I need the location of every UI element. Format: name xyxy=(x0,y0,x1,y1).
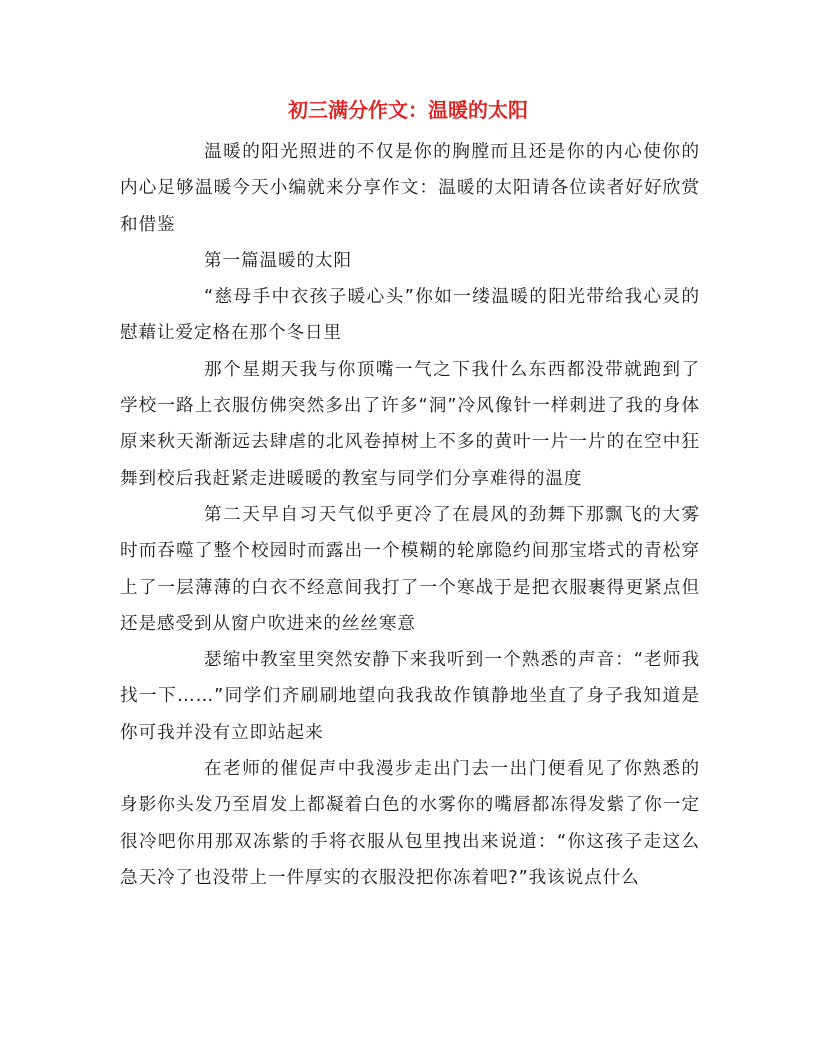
document-body xyxy=(120,134,700,896)
page-title: 初三满分作文：温暖的太阳 xyxy=(288,98,528,122)
paragraph-sunday: 那个星期天我与你顶嘴一气之下我什么东西都没带就跑到了学校一路上衣服仿佛突然多出了许多“洞”冷风像针一样刺进了我的身体原来秋天渐渐远去肆虐的北风卷掉树上不多的黄叶一片一片的在空中狂舞到校后我赶紧走进暖暖的教室与同学们分享难得的温度 xyxy=(120,359,700,489)
paragraph-classroom: 瑟缩中教室里突然安静下来我听到一个熟悉的声音：“老师我找一下……”同学们齐刷刷地望向我我故作镇静地坐直了身子我知道是你可我并没有立即站起来 xyxy=(120,650,700,743)
paragraph-intro: 温暖的阳光照进的不仅是你的胸膛而且还是你的内心使你的内心足够温暖今天小编就来分享作文：温暖的太阳请各位读者好好欣赏和借鉴 xyxy=(120,142,700,235)
paragraph-next-morning: 第二天早自习天气似乎更冷了在晨风的劲舞下那飘飞的大雾时而吞噬了整个校园时而露出一个模糊的轮廓隐约间那宝塔式的青松穿上了一层薄薄的白衣不经意间我打了一个寒战于是把衣服裹得更紧点但还是感受到从窗户吹进来的丝丝寒意 xyxy=(120,504,700,634)
paragraph-meeting: 在老师的催促声中我漫步走出门去一出门便看见了你熟悉的身影你头发乃至眉发上都凝着白色的水雾你的嘴唇都冻得发紫了你一定很冷吧你用那双冻紫的手将衣服从包里拽出来说道：“你这孩子走这么急天冷了也没带上一件厚实的衣服没把你冻着吧?”我该说点什么 xyxy=(120,759,700,888)
paragraph-opening-quote: “慈母手中衣孩子暖心头”你如一缕温暖的阳光带给我心灵的慰藉让爱定格在那个冬日里 xyxy=(120,287,700,344)
paragraph-section-heading: 第一篇温暖的太阳 xyxy=(204,250,352,271)
